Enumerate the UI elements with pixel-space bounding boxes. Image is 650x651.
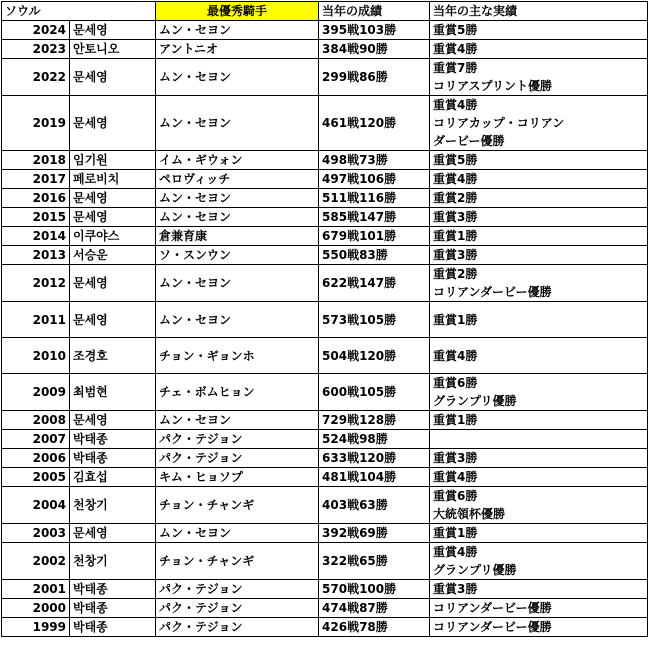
- korean-name-cell: 박태종: [70, 580, 156, 599]
- korean-name-cell: 박태종: [70, 430, 156, 449]
- korean-name-cell: 박태종: [70, 449, 156, 468]
- achievements-cell: [430, 374, 648, 411]
- table-row: [2, 170, 648, 189]
- achievement-line: 大統領杯優勝: [433, 507, 506, 521]
- year-cell: 2018: [2, 151, 70, 170]
- japanese-name-cell: パク・テジョン: [156, 449, 319, 468]
- record-cell: 461戦120勝: [319, 96, 430, 151]
- year-cell: 2016: [2, 189, 70, 208]
- achievements-cell: [430, 189, 648, 208]
- year-cell: 2017: [2, 170, 70, 189]
- japanese-name-cell: ムン・セヨン: [156, 208, 319, 227]
- achievements-cell: [430, 21, 648, 40]
- table-row: [2, 449, 648, 468]
- achievements-cell: [430, 208, 648, 227]
- achievement-line: コリアンダービー優勝: [433, 601, 552, 615]
- achievement-line: 重賞3勝: [433, 210, 478, 224]
- achievements-cell: [430, 543, 648, 580]
- achievements-cell: [430, 40, 648, 59]
- japanese-name-cell: ムン・セヨン: [156, 265, 319, 302]
- achievement-line: 重賞2勝: [433, 191, 478, 205]
- achievement-line: 重賞4勝: [433, 98, 478, 112]
- korean-name-cell: 천창기: [70, 487, 156, 524]
- table-row: [2, 599, 648, 618]
- table-row: [2, 618, 648, 637]
- achievement-line: 重賞6勝: [433, 489, 478, 503]
- japanese-name-cell: ムン・セヨン: [156, 59, 319, 96]
- year-cell: 2009: [2, 374, 70, 411]
- record-cell: 403戦63勝: [319, 487, 430, 524]
- record-cell: 679戦101勝: [319, 227, 430, 246]
- achievements-cell: [430, 487, 648, 524]
- table-row: [2, 40, 648, 59]
- achievement-line: 重賞3勝: [433, 582, 478, 596]
- achievements-cell: [430, 170, 648, 189]
- japanese-name-cell: チェ・ボムヒョン: [156, 374, 319, 411]
- achievement-line: 重賞4勝: [433, 42, 478, 56]
- japanese-name-cell: キム・ヒョソプ: [156, 468, 319, 487]
- record-cell: 384戦90勝: [319, 40, 430, 59]
- achievements-cell: [430, 227, 648, 246]
- record-cell: 481戦104勝: [319, 468, 430, 487]
- header-main-achievements: 当年の主な実績: [430, 2, 648, 21]
- year-cell: 2007: [2, 430, 70, 449]
- japanese-name-cell: チョン・チャンギ: [156, 487, 319, 524]
- japanese-name-cell: イム・ギウォン: [156, 151, 319, 170]
- achievement-line: [433, 430, 647, 448]
- korean-name-cell: 최범현: [70, 374, 156, 411]
- korean-name-cell: 문세영: [70, 265, 156, 302]
- year-cell: 2023: [2, 40, 70, 59]
- achievement-line: 重賞4勝: [433, 348, 478, 363]
- record-cell: 550戦83勝: [319, 246, 430, 265]
- achievements-cell: [430, 411, 648, 430]
- record-cell: 392戦69勝: [319, 524, 430, 543]
- record-cell: 299戦86勝: [319, 59, 430, 96]
- record-cell: 395戦103勝: [319, 21, 430, 40]
- achievement-line: グランプリ優勝: [433, 394, 517, 408]
- achievements-cell: [430, 59, 648, 96]
- year-cell: 2005: [2, 468, 70, 487]
- table-row: [2, 524, 648, 543]
- korean-name-cell: 문세영: [70, 302, 156, 338]
- record-cell: 729戦128勝: [319, 411, 430, 430]
- record-cell: 426戦78勝: [319, 618, 430, 637]
- year-cell: 2014: [2, 227, 70, 246]
- header-best-jockey: 最優秀騎手: [156, 2, 319, 21]
- japanese-name-cell: パク・テジョン: [156, 599, 319, 618]
- achievement-line: 重賞4勝: [433, 172, 478, 186]
- korean-name-cell: 문세영: [70, 96, 156, 151]
- table-row: [2, 543, 648, 580]
- achievements-cell: [430, 580, 648, 599]
- achievements-cell: [430, 151, 648, 170]
- achievements-cell: [430, 338, 648, 374]
- achievements-cell: [430, 524, 648, 543]
- japanese-name-cell: ムン・セヨン: [156, 411, 319, 430]
- achievement-line: 重賞5勝: [433, 153, 478, 167]
- table-row: [2, 96, 648, 151]
- record-cell: 585戦147勝: [319, 208, 430, 227]
- achievements-cell: [430, 246, 648, 265]
- korean-name-cell: 문세영: [70, 21, 156, 40]
- korean-name-cell: 김효섭: [70, 468, 156, 487]
- table-body: [2, 21, 648, 637]
- korean-name-cell: 박태종: [70, 618, 156, 637]
- table-row: [2, 227, 648, 246]
- record-cell: 511戦116勝: [319, 189, 430, 208]
- record-cell: 322戦65勝: [319, 543, 430, 580]
- header-season-record: 当年の成績: [319, 2, 430, 21]
- korean-name-cell: 안토니오: [70, 40, 156, 59]
- table-row: [2, 246, 648, 265]
- table-row: [2, 411, 648, 430]
- korean-name-cell: 박태종: [70, 599, 156, 618]
- year-cell: 2011: [2, 302, 70, 338]
- record-cell: 497戦106勝: [319, 170, 430, 189]
- year-cell: 2013: [2, 246, 70, 265]
- korean-name-cell: 서승운: [70, 246, 156, 265]
- table-row: [2, 468, 648, 487]
- japanese-name-cell: パク・テジョン: [156, 430, 319, 449]
- achievement-line: コリアカップ・コリアン: [433, 116, 565, 130]
- korean-name-cell: 임기원: [70, 151, 156, 170]
- achievement-line: グランプリ優勝: [433, 563, 517, 577]
- achievement-line: ダービー優勝: [433, 134, 505, 148]
- achievement-line: 重賞4勝: [433, 470, 478, 484]
- year-cell: 2000: [2, 599, 70, 618]
- achievement-line: 重賞6勝: [433, 376, 478, 390]
- achievement-line: コリアンダービー優勝: [433, 620, 552, 634]
- table-row: [2, 265, 648, 302]
- korean-name-cell: 문세영: [70, 524, 156, 543]
- table-row: [2, 580, 648, 599]
- year-cell: 2019: [2, 96, 70, 151]
- japanese-name-cell: ムン・セヨン: [156, 96, 319, 151]
- japanese-name-cell: ソ・スンウン: [156, 246, 319, 265]
- table-row: [2, 59, 648, 96]
- achievements-cell: [430, 468, 648, 487]
- table-row: [2, 374, 648, 411]
- japanese-name-cell: ムン・セヨン: [156, 524, 319, 543]
- japanese-name-cell: チョン・ギョンホ: [156, 338, 319, 374]
- korean-name-cell: 문세영: [70, 411, 156, 430]
- achievement-line: 重賞5勝: [433, 23, 478, 37]
- header-seoul: ソウル: [2, 2, 156, 21]
- korean-name-cell: 조경호: [70, 338, 156, 374]
- japanese-name-cell: ムン・セヨン: [156, 302, 319, 338]
- achievement-line: 重賞3勝: [433, 451, 478, 465]
- record-cell: 524戦98勝: [319, 430, 430, 449]
- year-cell: 2022: [2, 59, 70, 96]
- japanese-name-cell: ペロヴィッチ: [156, 170, 319, 189]
- year-cell: 2002: [2, 543, 70, 580]
- header-row: [2, 2, 648, 21]
- record-cell: 573戦105勝: [319, 302, 430, 338]
- jockey-table: [1, 1, 648, 637]
- year-cell: 1999: [2, 618, 70, 637]
- japanese-name-cell: ムン・セヨン: [156, 189, 319, 208]
- record-cell: 504戦120勝: [319, 338, 430, 374]
- table-row: [2, 302, 648, 338]
- achievement-line: 重賞7勝: [433, 61, 478, 75]
- japanese-name-cell: アントニオ: [156, 40, 319, 59]
- achievement-line: 重賞4勝: [433, 545, 478, 559]
- record-cell: 498戦73勝: [319, 151, 430, 170]
- year-cell: 2001: [2, 580, 70, 599]
- achievement-line: コリアスプリント優勝: [433, 79, 553, 93]
- table-row: [2, 487, 648, 524]
- table-row: [2, 430, 648, 449]
- achievement-line: 重賞3勝: [433, 248, 478, 262]
- table-row: [2, 151, 648, 170]
- record-cell: 622戦147勝: [319, 265, 430, 302]
- record-cell: 633戦120勝: [319, 449, 430, 468]
- achievement-line: 重賞2勝: [433, 267, 478, 281]
- record-cell: 600戦105勝: [319, 374, 430, 411]
- year-cell: 2008: [2, 411, 70, 430]
- japanese-name-cell: 倉兼育康: [156, 227, 319, 246]
- achievement-line: 重賞1勝: [433, 312, 478, 327]
- achievement-line: 重賞1勝: [433, 526, 478, 540]
- achievements-cell: [430, 449, 648, 468]
- table-row: [2, 208, 648, 227]
- achievements-cell: [430, 599, 648, 618]
- achievements-cell: [430, 96, 648, 151]
- year-cell: 2015: [2, 208, 70, 227]
- japanese-name-cell: パク・テジョン: [156, 618, 319, 637]
- year-cell: 2003: [2, 524, 70, 543]
- korean-name-cell: 페로비치: [70, 170, 156, 189]
- achievement-line: コリアンダービー優勝: [433, 285, 552, 299]
- achievement-line: 重賞1勝: [433, 229, 478, 243]
- year-cell: 2010: [2, 338, 70, 374]
- year-cell: 2004: [2, 487, 70, 524]
- korean-name-cell: 문세영: [70, 208, 156, 227]
- achievements-cell: [430, 302, 648, 338]
- table-row: [2, 338, 648, 374]
- record-cell: 474戦87勝: [319, 599, 430, 618]
- korean-name-cell: 문세영: [70, 189, 156, 208]
- achievements-cell: [430, 430, 648, 449]
- achievements-cell: [430, 265, 648, 302]
- japanese-name-cell: パク・テジョン: [156, 580, 319, 599]
- table-row: [2, 189, 648, 208]
- korean-name-cell: 이쿠야스: [70, 227, 156, 246]
- year-cell: 2006: [2, 449, 70, 468]
- record-cell: 570戦100勝: [319, 580, 430, 599]
- korean-name-cell: 천창기: [70, 543, 156, 580]
- japanese-name-cell: ムン・セヨン: [156, 21, 319, 40]
- korean-name-cell: 문세영: [70, 59, 156, 96]
- achievement-line: 重賞1勝: [433, 413, 478, 427]
- year-cell: 2024: [2, 21, 70, 40]
- year-cell: 2012: [2, 265, 70, 302]
- table-row: [2, 21, 648, 40]
- japanese-name-cell: チョン・チャンギ: [156, 543, 319, 580]
- achievements-cell: [430, 618, 648, 637]
